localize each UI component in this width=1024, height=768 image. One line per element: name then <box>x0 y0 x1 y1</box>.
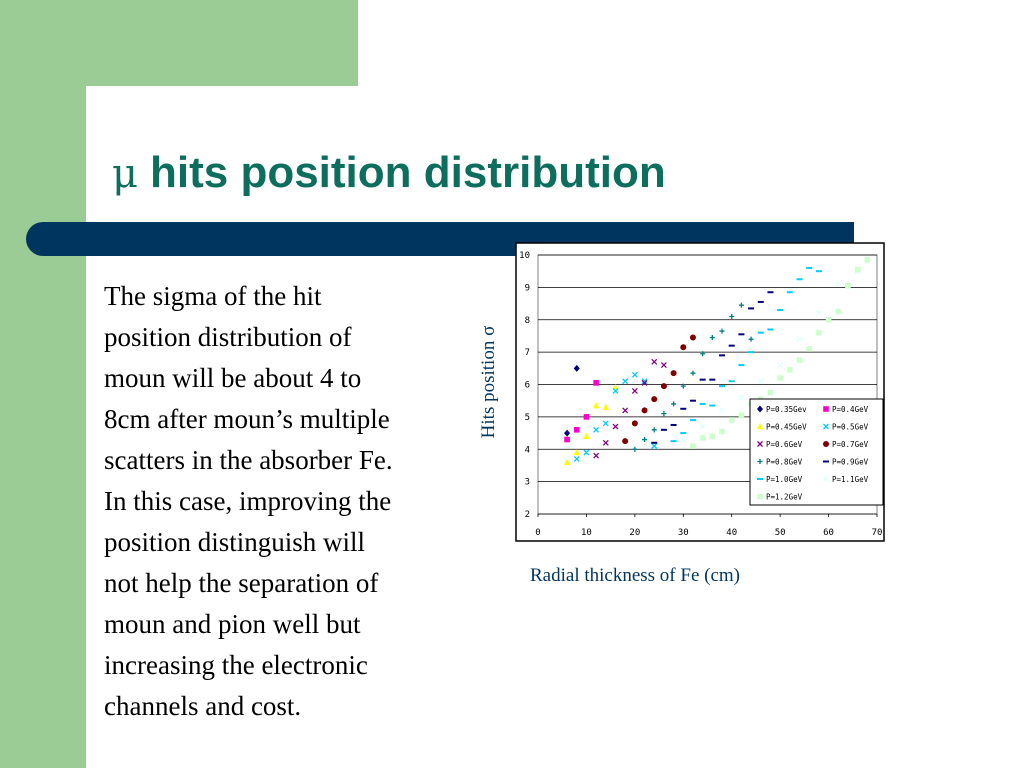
title-text: hits position distribution <box>150 148 666 197</box>
mu-symbol: μ <box>112 151 138 197</box>
legend-box <box>750 399 883 505</box>
legend-marker <box>823 406 829 412</box>
data-point <box>787 367 793 373</box>
slide-title <box>112 148 666 198</box>
legend-label: P=0.35Gev <box>766 405 807 414</box>
y-tick-label: 6 <box>524 380 530 391</box>
data-point <box>690 443 696 449</box>
data-point <box>855 267 861 273</box>
chart-svg <box>478 242 888 547</box>
x-tick-label: 0 <box>535 528 541 538</box>
legend-marker <box>823 441 829 447</box>
x-tick-label: 60 <box>823 528 834 538</box>
y-tick-label: 7 <box>524 348 530 359</box>
legend-label: P=0.7GeV <box>832 440 869 449</box>
x-tick-label: 10 <box>581 528 592 538</box>
data-point <box>690 335 696 341</box>
y-tick-label: 9 <box>524 283 530 294</box>
body-line: not help the separation of <box>104 568 379 598</box>
data-point <box>651 396 657 402</box>
body-line: channels and cost. <box>104 691 302 721</box>
y-tick-label: 8 <box>524 315 530 326</box>
data-point <box>710 434 716 440</box>
body-line: moun will be about 4 to <box>104 363 362 393</box>
x-tick-label: 70 <box>871 528 883 538</box>
green-side-band <box>0 0 86 768</box>
data-point <box>797 357 803 363</box>
data-point <box>806 346 812 352</box>
data-point <box>719 429 725 435</box>
data-point <box>865 257 871 263</box>
y-tick-label: 3 <box>524 477 530 488</box>
legend-label: P=1.1GeV <box>832 475 869 484</box>
x-tick-label: 40 <box>726 528 738 538</box>
legend-label: P=0.9GeV <box>832 457 869 467</box>
x-tick-label: 30 <box>677 528 689 538</box>
data-point <box>729 417 735 423</box>
data-point <box>777 375 783 381</box>
body-line: position distribution of <box>104 322 352 352</box>
body-line: The sigma of the hit <box>104 281 322 311</box>
body-line: moun and pion well but <box>104 609 361 639</box>
legend-label: P=1.0GeV <box>766 475 803 484</box>
body-line: scatters in the absorber Fe. <box>104 445 393 475</box>
legend-marker <box>757 494 763 500</box>
y-tick-label: 10 <box>519 251 530 261</box>
x-axis-label: Radial thickness of Fe (cm) <box>530 565 741 586</box>
data-point <box>661 383 667 389</box>
data-point <box>768 390 774 396</box>
y-axis-label: Hits position σ <box>478 325 499 439</box>
data-point <box>593 380 599 386</box>
scatter-chart <box>478 242 888 547</box>
data-point <box>574 427 580 433</box>
body-line: 8cm after moun’s multiple <box>104 404 390 434</box>
y-tick-label: 5 <box>524 412 530 423</box>
body-line: In this case, improving the <box>104 486 392 516</box>
data-point <box>584 414 590 420</box>
data-point <box>739 412 745 418</box>
body-line: increasing the electronic <box>104 650 368 680</box>
data-point <box>632 420 638 426</box>
y-tick-label: 2 <box>524 510 530 520</box>
data-point <box>835 309 841 315</box>
x-tick-label: 20 <box>629 528 641 538</box>
legend-label: P=1.2GeV <box>766 492 803 502</box>
data-point <box>845 283 851 289</box>
legend-label: P=0.4GeV <box>832 405 869 414</box>
data-point <box>816 330 822 336</box>
y-tick-label: 4 <box>524 445 530 456</box>
data-point <box>671 370 677 376</box>
body-line: position distinguish will <box>104 527 366 557</box>
legend-label: P=0.8GeV <box>766 457 803 467</box>
legend-label: P=0.45GeV <box>766 422 807 432</box>
data-point <box>700 435 706 441</box>
data-point <box>826 317 832 323</box>
body-paragraph <box>104 276 484 727</box>
legend-label: P=0.5GeV <box>832 422 869 432</box>
data-point <box>622 438 628 444</box>
data-point <box>680 344 686 350</box>
legend-label: P=0.6GeV <box>766 440 803 449</box>
x-tick-label: 50 <box>774 528 786 538</box>
data-point <box>642 407 648 413</box>
data-point <box>564 437 570 443</box>
